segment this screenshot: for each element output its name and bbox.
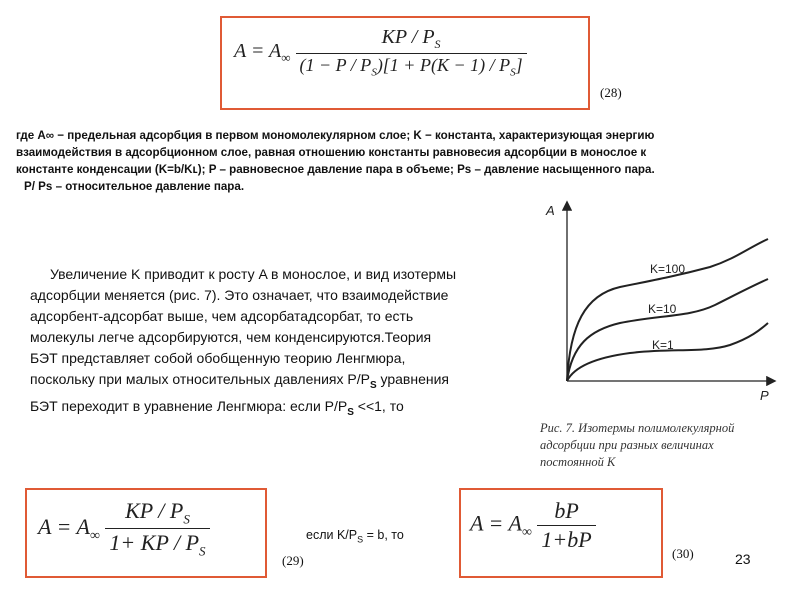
eq29-fraction: $\frac{KP / P_S}{1+ KP / P_S}$ (105, 498, 209, 560)
y-axis-label: A (546, 203, 555, 218)
eq30-denominator: 1+bP (537, 525, 595, 553)
caption-line-1: Рис. 7. Изотермы полимолекулярной (540, 421, 735, 435)
eq30-lhs: A = A (470, 510, 522, 536)
equation-29-number: (29) (282, 553, 304, 568)
main-line-7: БЭТ переходит в уравнение Ленгмюра: если $P/P_S <<1$, то (30, 397, 404, 418)
definitions-line-1: где A∞ − предельная адсорбция в первом мономолекулярном слое; K − константа, характеризующая энергию (16, 129, 655, 142)
equation-28 (234, 26, 527, 79)
eq28-fraction: $\frac{KP / P_S}{(1 - P / P_S)[1 + P(K - 1) / P_S]}$ (296, 26, 527, 79)
curve-label-k10: K=10 (648, 302, 677, 316)
eq29-inf: ∞ (89, 528, 100, 544)
equation-30 (470, 498, 596, 553)
eq28-lhs: A = A (234, 39, 282, 62)
eq30-inf: ∞ (521, 524, 532, 540)
definitions-line-2: взаимодействия в адсорбционном слое, равная отношению константы равновесия адсорбции в монослое к (16, 146, 647, 159)
main-line-2: адсорбции меняется (рис. 7). Это означает, что взаимодействие (30, 287, 449, 303)
eq30-fraction (537, 498, 595, 553)
eq29-lhs: A = A (38, 513, 90, 539)
eq29-denominator: 1+ KP / P (109, 530, 200, 556)
main-line-6: поскольку при малых относительных давлениях $P/P_S$ уравнения (30, 371, 450, 391)
main-line-5: БЭТ представляет собой обобщенную теорию Ленгмюра, (30, 350, 406, 366)
eq28-den-a: (1 − P / P (299, 55, 372, 75)
x-axis-label: P (760, 388, 769, 403)
figure-caption (540, 420, 790, 471)
caption-line-3: постоянной K (540, 455, 616, 469)
definitions-paragraph (16, 127, 786, 195)
caption-line-2: адсорбции при разных величинах (540, 438, 714, 452)
definitions-line-4: P/ Pѕ – относительное давление пара. (24, 180, 245, 193)
eq30-numerator: bP (554, 498, 579, 523)
isotherm-figure (540, 195, 780, 410)
page-number: 23 (735, 551, 751, 567)
equation-29 (38, 498, 210, 560)
equation-28-number: (28) (600, 85, 622, 100)
condition-text: если $K/P_S = b$, то (306, 528, 404, 545)
main-paragraph (30, 264, 530, 423)
main-line-1: Увеличение K приводит к росту A в монослое, и вид изотермы (50, 266, 457, 282)
eq28-inf: ∞ (281, 49, 291, 65)
eq28-numerator: KP / P (381, 26, 435, 48)
eq29-numerator: KP / P (125, 498, 184, 523)
curve-label-k1: K=1 (652, 338, 674, 352)
main-line-3: адсорбент-адсорбат выше, чем адсорбатадсорбат, то есть (30, 308, 414, 324)
curve-label-k100: K=100 (650, 262, 686, 276)
definitions-line-3: константе конденсации (K=b/Kʟ); P – равновесное давление пара в объеме; Pѕ – давление насыщенного пара. (16, 163, 655, 176)
curve-k10 (567, 279, 768, 381)
equation-30-number: (30) (672, 546, 694, 561)
main-line-4: молекулы легче адсорбируются, чем конденсируются.Теория (30, 329, 432, 345)
eq28-den-b: )[1 + P(K − 1) / P (376, 55, 511, 75)
